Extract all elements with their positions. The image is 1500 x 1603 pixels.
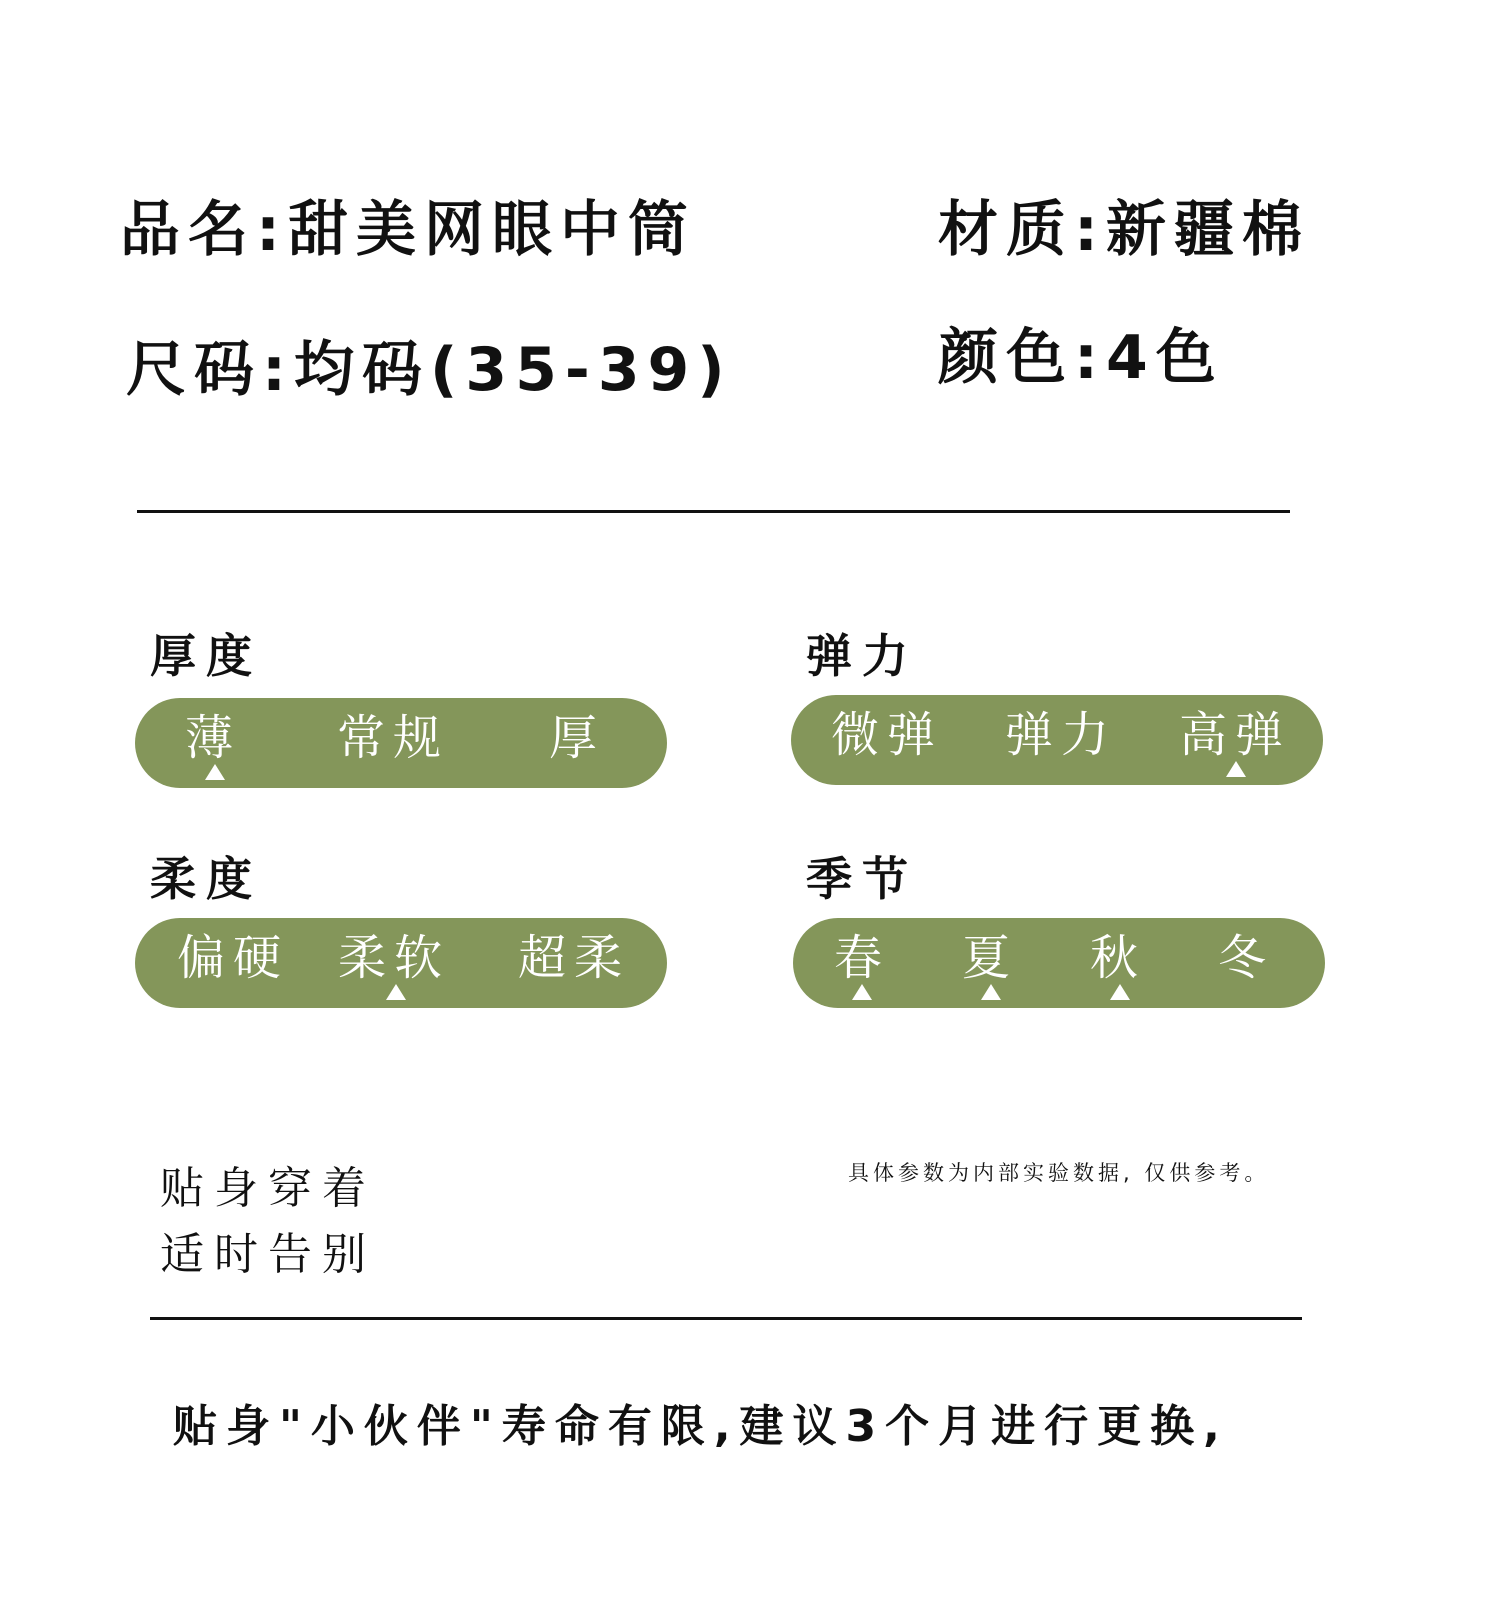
elasticity-label: 弹力 [806, 629, 918, 683]
thickness-option-thick: 厚 [548, 710, 606, 766]
elasticity-option-high: 高弹 [1178, 707, 1292, 763]
season-autumn-marker-icon [1110, 984, 1130, 1000]
product-name: 品名:甜美网眼中筒 [120, 195, 696, 265]
season-option-summer: 夏 [961, 930, 1019, 986]
thickness-option-regular: 常规 [336, 710, 450, 766]
softness-option-stiff: 偏硬 [176, 930, 290, 986]
elasticity-option-elastic: 弹力 [1004, 707, 1118, 763]
elasticity-selected-marker-icon [1226, 761, 1246, 777]
softness-selected-marker-icon [386, 984, 406, 1000]
softness-option-ultrasoft: 超柔 [517, 930, 631, 986]
tagline-line-1: 贴身穿着 [160, 1163, 376, 1214]
elasticity-option-slight: 微弹 [830, 707, 944, 763]
softness-label: 柔度 [150, 852, 262, 906]
thickness-scale [135, 698, 667, 788]
product-size: 尺码:均码(35-39) [126, 335, 733, 405]
tagline-line-2: 适时告别 [160, 1229, 376, 1280]
replacement-advice: 贴身"小伙伴"寿命有限,建议3个月进行更换, [173, 1401, 1229, 1452]
softness-scale [135, 918, 667, 1008]
season-option-winter: 冬 [1217, 930, 1275, 986]
season-spring-marker-icon [852, 984, 872, 1000]
elasticity-scale [791, 695, 1323, 785]
product-color: 颜色:4色 [938, 323, 1224, 393]
thickness-label: 厚度 [150, 629, 262, 683]
divider-bottom [150, 1317, 1302, 1320]
season-scale [793, 918, 1325, 1008]
season-summer-marker-icon [981, 984, 1001, 1000]
thickness-selected-marker-icon [205, 764, 225, 780]
divider-top [137, 510, 1290, 513]
season-option-spring: 春 [833, 930, 891, 986]
product-material: 材质:新疆棉 [938, 195, 1310, 265]
thickness-option-thin: 薄 [184, 710, 242, 766]
season-label: 季节 [806, 852, 918, 906]
softness-option-soft: 柔软 [337, 930, 451, 986]
disclaimer-note: 具体参数为内部实验数据, 仅供参考。 [848, 1161, 1270, 1185]
season-option-autumn: 秋 [1089, 930, 1147, 986]
